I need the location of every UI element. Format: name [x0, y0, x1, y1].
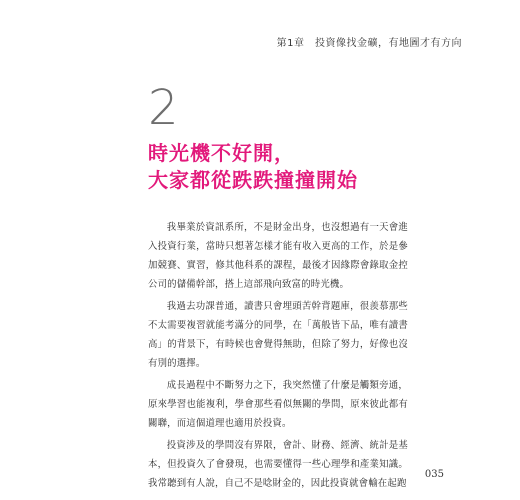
chapter-title-line-1: 時光機不好開，: [148, 141, 295, 165]
chapter-number: 2: [148, 80, 179, 136]
chapter-title-line-2: 大家都從跌跌撞撞開始: [148, 168, 358, 192]
running-head: 第1章 投資像找金礦，有地圖才有方向: [276, 38, 462, 49]
chapter-title: [148, 140, 358, 194]
paragraph: 我過去功課普通，讀書只會埋頭苦幹背題庫，很羨慕那些不太需要複習就能考滿分的同學，在「萬般皆下品，唯有讀書高」的背景下，有時候也會覺得無助，但除了努力，好像也沒有別的選擇。: [148, 301, 408, 369]
body-text: [148, 218, 408, 496]
paragraph: 成長過程中不斷努力之下，我突然懂了什麼是觸類旁通，原來學習也能複利，學會那些看似無關的學問，原來彼此都有關聯，而這個道理也適用於投資。: [148, 380, 408, 429]
page-number: 035: [424, 469, 444, 480]
paragraph: 我畢業於資訊系所，不是財金出身，也沒想過有一天會進入投資行業，當時只想著怎樣才能有收入更高的工作，於是參加競賽、實習，修其他科系的課程，最後才因緣際會錄取金控公司的儲備幹部，搭上這部飛向致富的時光機。: [148, 222, 408, 290]
paragraph: 投資涉及的學問沒有界限，會計、財務、經濟、統計是基本，但投資久了會發現，也需要懂得一些心理學和產業知識。我常聽到有人說，自己不是唸財金的，因此投資就會輸在起跑: [148, 440, 408, 489]
